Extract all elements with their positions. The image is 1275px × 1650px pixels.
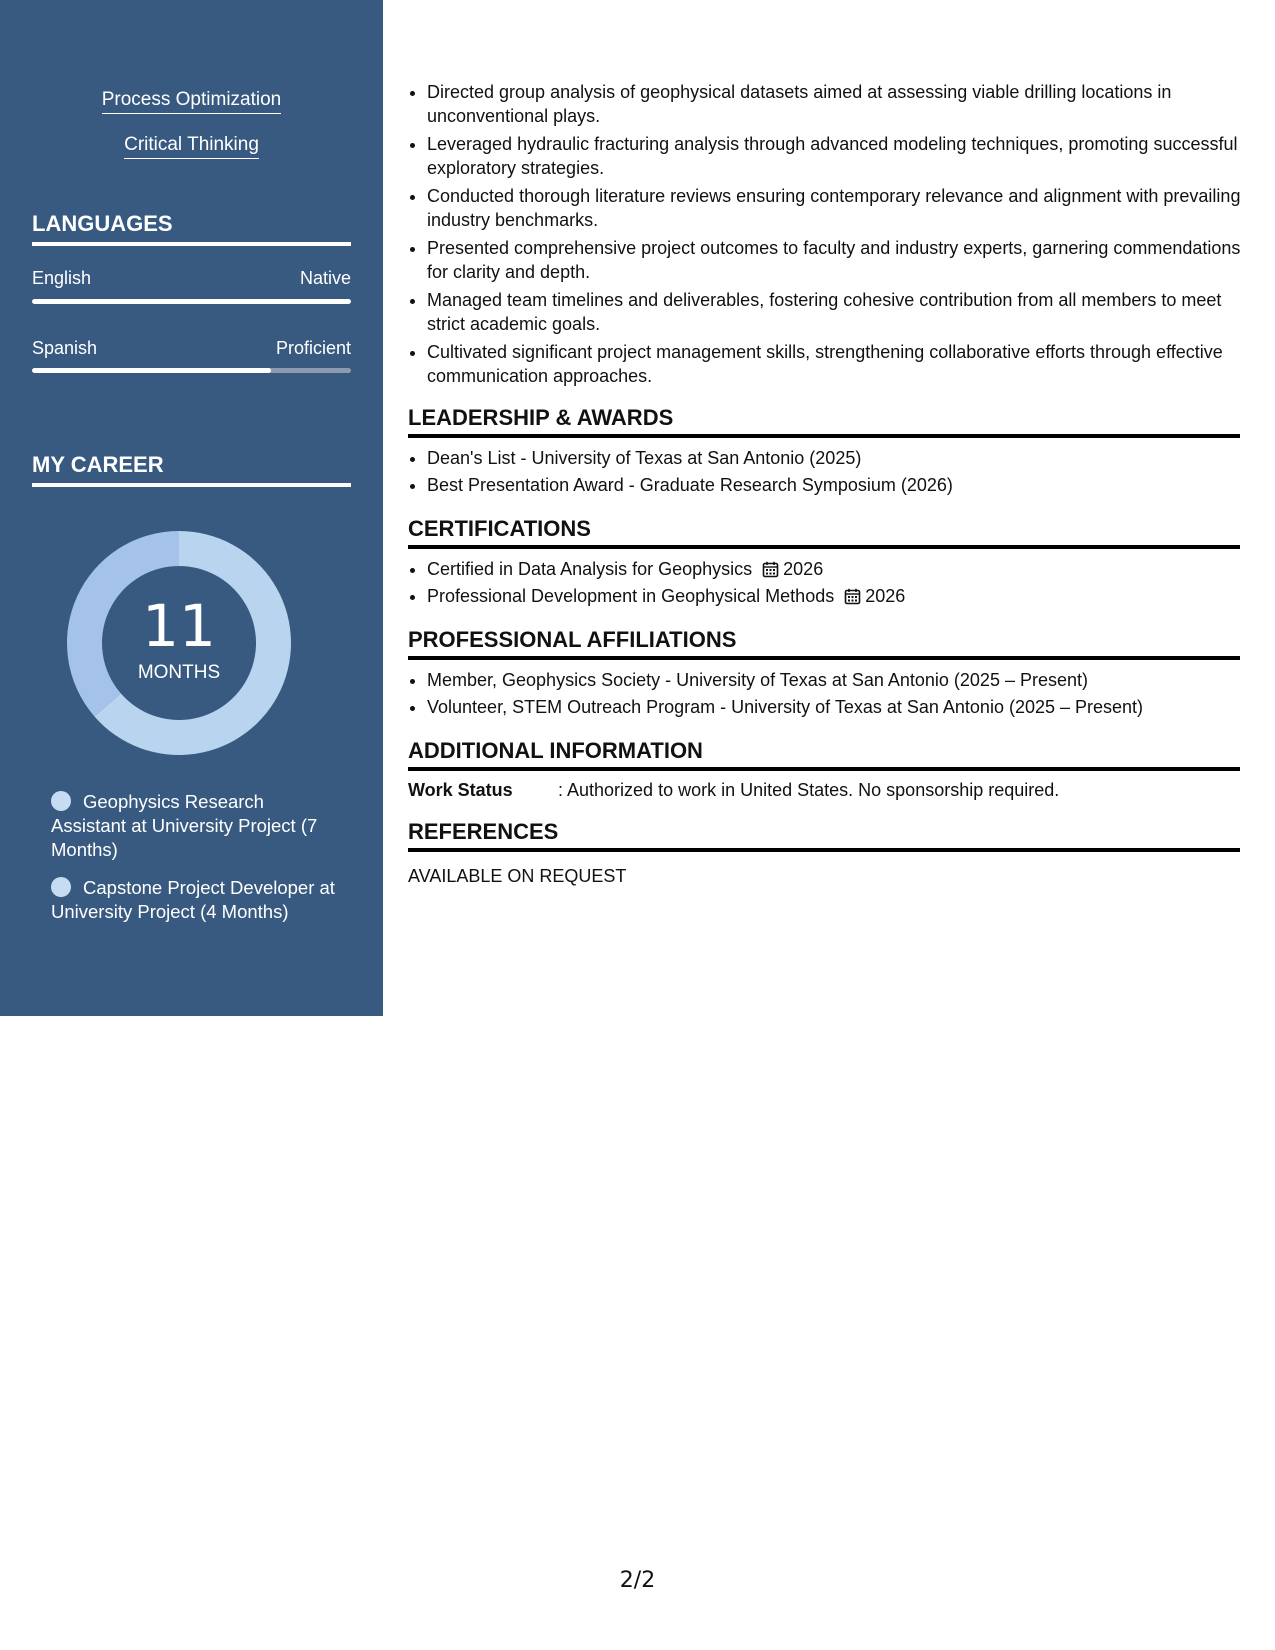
list-item: • Best Presentation Award - Graduate Research Symposium (2026) (427, 473, 953, 497)
calendar-icon (762, 561, 779, 578)
career-donut (66, 530, 292, 756)
language-bar-fill (32, 368, 271, 373)
language-bar (32, 368, 351, 373)
skill-item: Process Optimization (32, 89, 351, 111)
career-heading: MY CAREER (32, 452, 351, 487)
work-status-label: Work Status (408, 780, 513, 800)
list-item: • Presented comprehensive project outcomes to faculty and industry experts, garnering commendations for clarity and depth. (427, 236, 1247, 284)
affiliations-heading: PROFESSIONAL AFFILIATIONS (408, 627, 1240, 660)
language-bar-fill (32, 299, 351, 304)
languages-heading: LANGUAGES (32, 211, 351, 246)
language-name: English (32, 268, 92, 288)
work-status-value: : Authorized to work in United States. No sponsorship required. (558, 780, 1060, 800)
leadership-heading: LEADERSHIP & AWARDS (408, 405, 1240, 438)
leadership-list (408, 446, 953, 497)
language-level: Proficient (275, 338, 351, 358)
certification-name: Professional Development in Geophysical Methods (427, 586, 835, 606)
career-total-unit: MONTHS (137, 662, 221, 683)
additional-info-heading: ADDITIONAL INFORMATION (408, 738, 1240, 771)
list-item (427, 584, 905, 608)
career-legend-item (51, 790, 341, 862)
references-heading: REFERENCES (408, 819, 1240, 852)
experience-bullets (408, 80, 1247, 388)
list-item: • Leveraged hydraulic fracturing analysis through advanced modeling techniques, promoting successful exploratory strategies. (427, 132, 1247, 180)
list-item (427, 557, 905, 581)
career-legend-label: Capstone Project Developer at University Project (4 Months) (51, 877, 335, 922)
list-item: • Conducted thorough literature reviews ensuring contemporary relevance and alignment with prevailing industry benchmarks. (427, 184, 1247, 232)
legend-dot-icon (51, 791, 71, 811)
certifications-list (408, 557, 905, 608)
language-level: Native (299, 268, 351, 288)
certification-name: Certified in Data Analysis for Geophysics (427, 559, 753, 579)
career-legend-item (51, 876, 341, 924)
references-text: AVAILABLE ON REQUEST (408, 866, 627, 886)
list-item: • Volunteer, STEM Outreach Program - University of Texas at San Antonio (2025 – Present) (427, 695, 1143, 719)
language-name: Spanish (32, 338, 98, 358)
legend-dot-icon (51, 877, 71, 897)
sidebar (0, 0, 383, 1016)
list-item: • Dean's List - University of Texas at San Antonio (2025) (427, 446, 953, 470)
skill-item: Critical Thinking (32, 134, 351, 156)
certifications-heading: CERTIFICATIONS (408, 516, 1240, 549)
career-legend-label: Geophysics Research Assistant at University Project (7 Months) (51, 791, 318, 860)
certification-year: 2026 (783, 559, 824, 579)
list-item: • Cultivated significant project management skills, strengthening collaborative efforts through effective communication approaches. (427, 340, 1247, 388)
affiliations-list (408, 668, 1143, 719)
work-status-row (408, 778, 1240, 802)
calendar-icon (844, 588, 861, 605)
certification-year: 2026 (865, 586, 906, 606)
career-total-number: 11 (142, 592, 216, 660)
language-bar (32, 299, 351, 304)
list-item: • Managed team timelines and deliverables, fostering cohesive contribution from all members to meet strict academic goals. (427, 288, 1247, 336)
page-number: 2/2 (619, 1568, 656, 1593)
list-item: • Directed group analysis of geophysical datasets aimed at assessing viable drilling locations in unconventional plays. (427, 80, 1247, 128)
list-item: • Member, Geophysics Society - University of Texas at San Antonio (2025 – Present) (427, 668, 1143, 692)
